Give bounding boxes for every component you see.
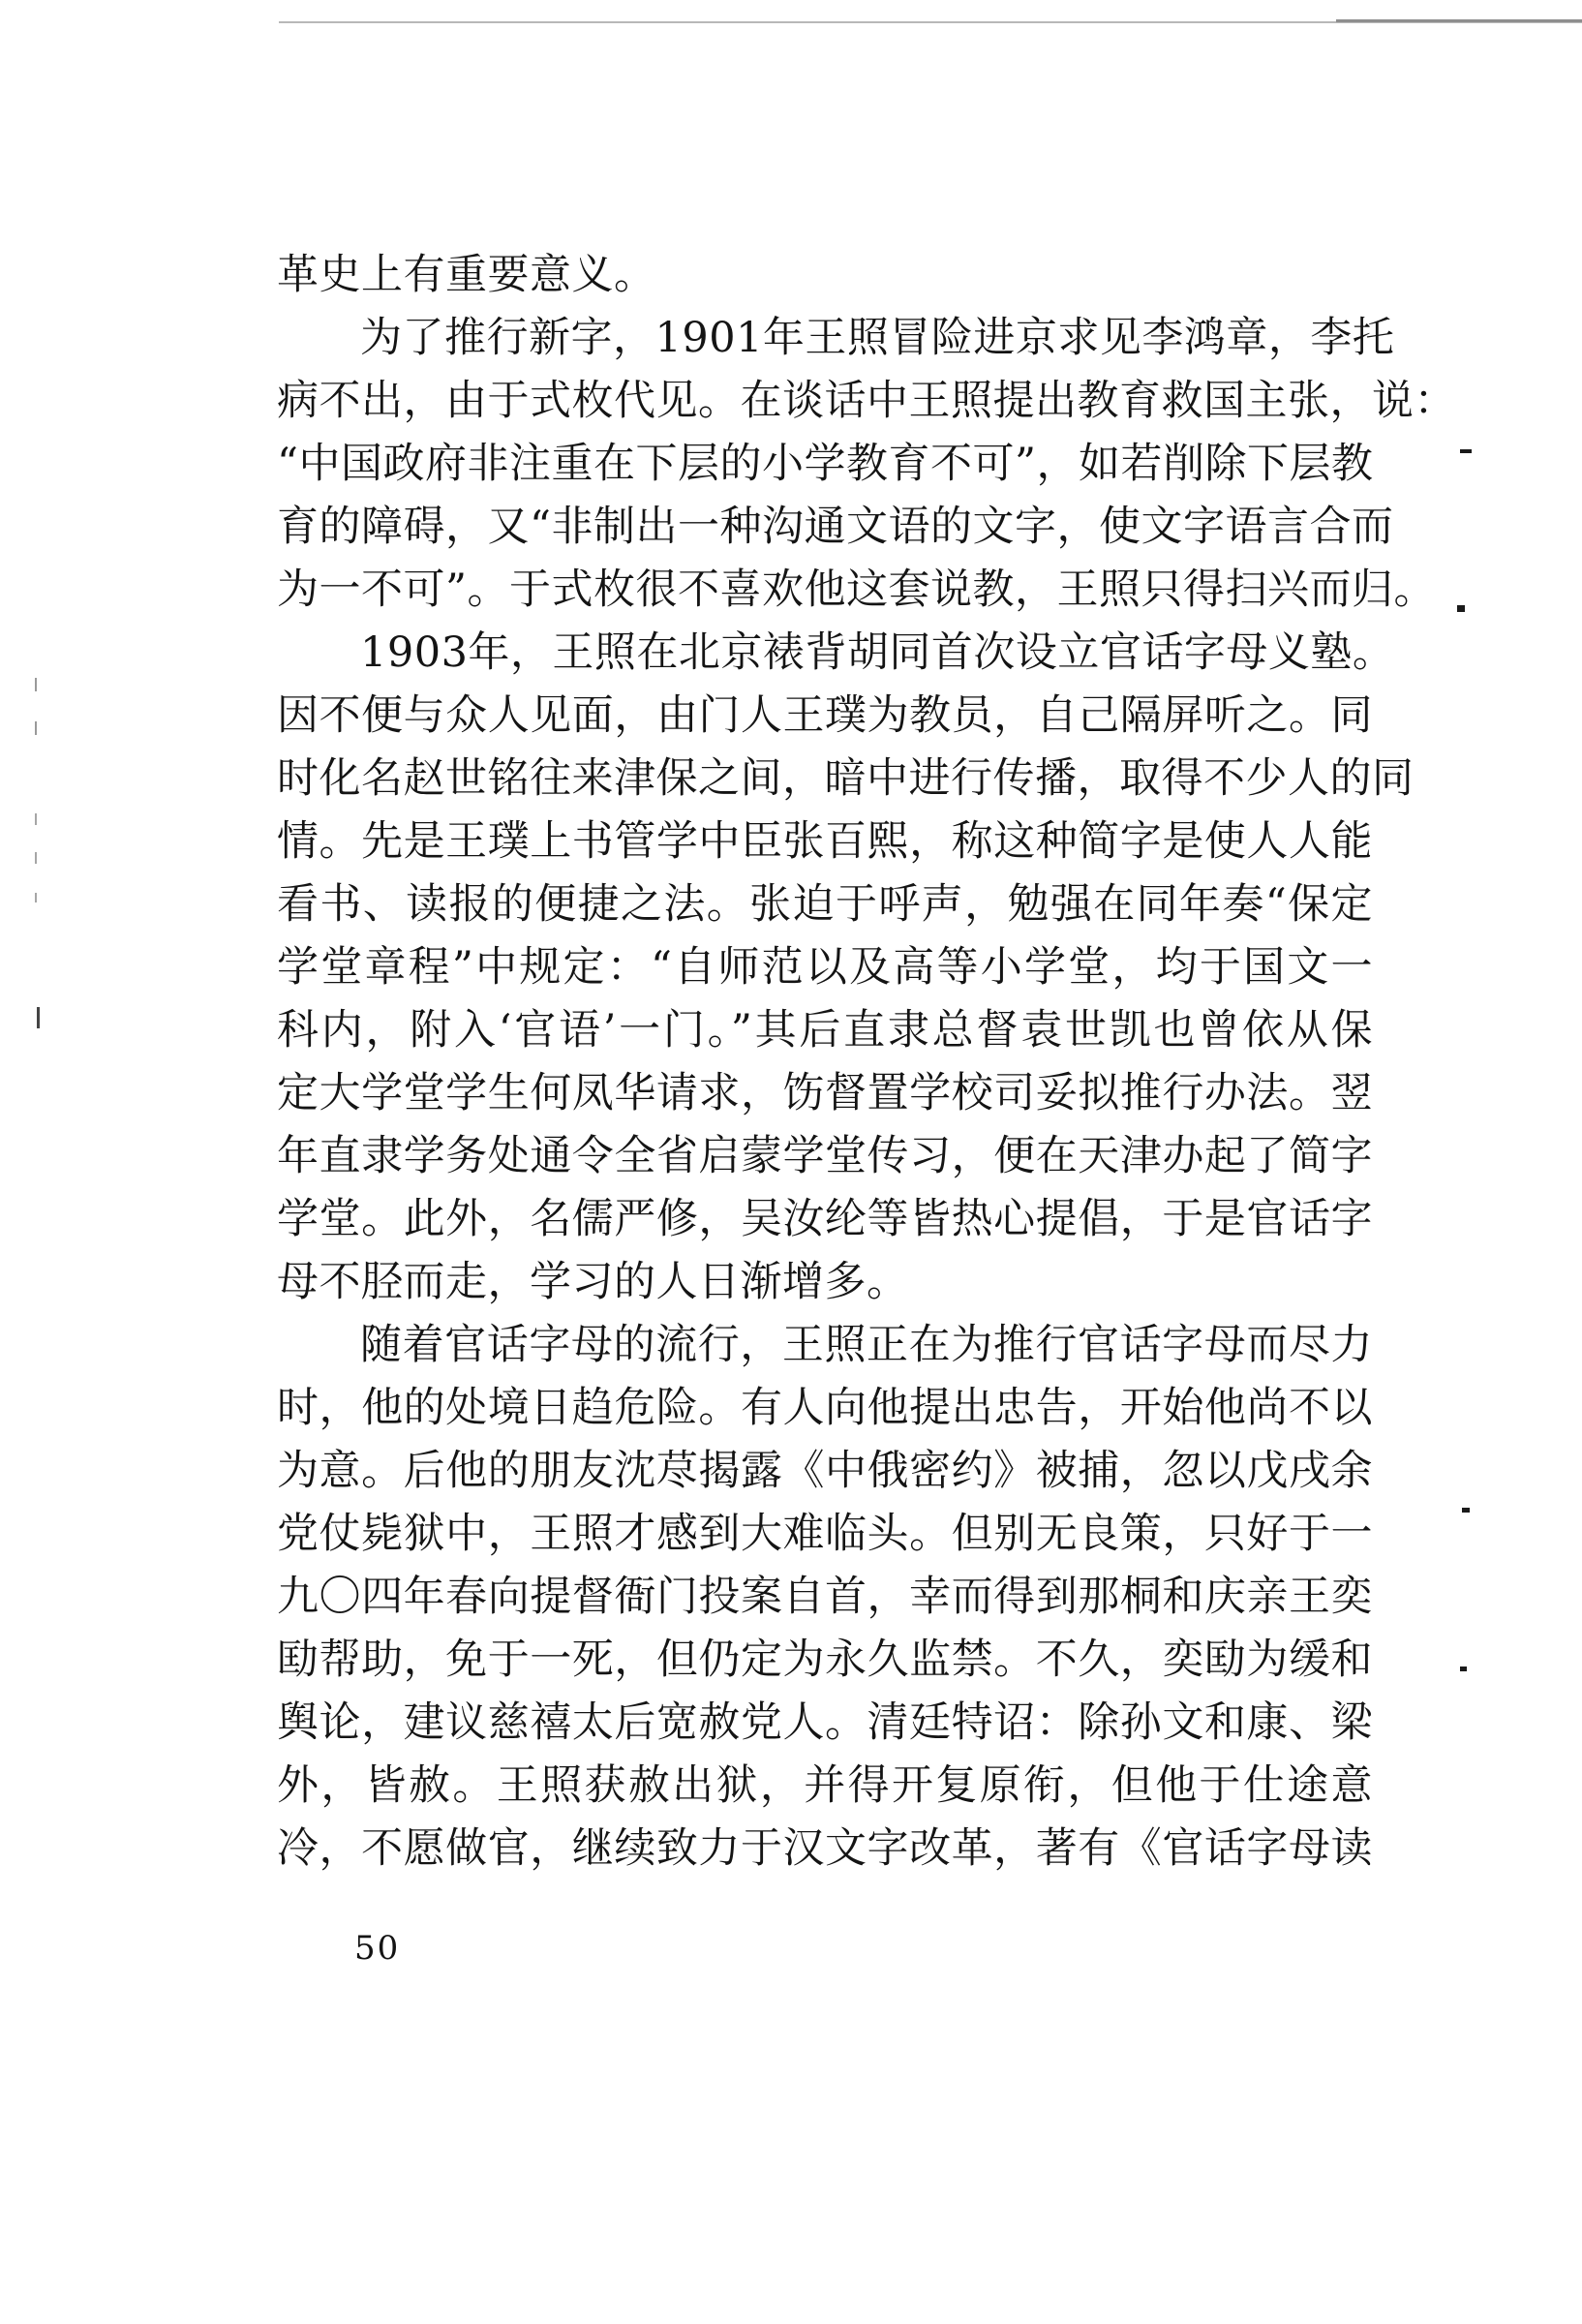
text-line: 革史上有重要意义。 [277,251,656,299]
text-line: 学堂。此外，名儒严修，吴汝纶等皆热心提倡，于是官话字 [277,1195,1373,1243]
text-line: 舆论，建议慈禧太后宽赦党人。清廷特诏：除孙文和康、梁 [277,1698,1373,1747]
text-line: “中国政府非注重在下层的小学教育不可”，如若削除下层教 [277,440,1374,488]
text-line: 因不便与众人见面，由门人王璞为教员，自己隔屏听之。同 [277,691,1373,740]
scan-speck [1462,1508,1470,1513]
page-number: 50 [354,1929,401,1968]
scan-top-edge-shadow [1336,19,1582,22]
scan-speck [35,852,37,864]
text-line: 外，皆赦。王照获赦出狱，并得开复原衔，但他于仕途意 [277,1761,1373,1810]
scan-speck [35,721,37,735]
text-line: 为意。后他的朋友沈荩揭露《中俄密约》被捕，忽以戊戌余 [277,1447,1373,1495]
text-line: 病不出，由于式枚代见。在谈话中王照提出教育救国主张，说： [277,377,1456,425]
scan-speck [35,813,37,825]
scan-speck [1460,1667,1467,1671]
text-line: 定大学堂学生何凤华请求，饬督置学校司妥拟推行办法。翌 [277,1069,1373,1117]
text-line: 学堂章程”中规定：“自师范以及高等小学堂，均于国文一 [277,943,1373,992]
text-line: 为了推行新字，1901年王照冒险进京求见李鸿章，李托 [360,314,1395,362]
scan-speck [35,678,37,691]
text-line: 冷，不愿做官，继续致力于汉文字改革，著有《官话字母读 [277,1824,1373,1873]
scan-speck [1460,449,1472,453]
body-text [277,244,1456,1881]
text-line: 为一不可”。于式枚很不喜欢他这套说教，王照只得扫兴而归。 [277,566,1436,614]
text-line: 情。先是王璞上书管学中臣张百熙，称这种简字是使人人能 [277,817,1373,866]
text-line: 党仗毙狱中，王照才感到大难临头。但别无良策，只好于一 [277,1510,1373,1558]
scan-speck [35,893,37,902]
text-line: 随着官话字母的流行，王照正在为推行官话字母而尽力 [360,1321,1373,1369]
text-line: 母不胫而走，学习的人日渐增多。 [277,1258,909,1306]
text-line: 时化名赵世铭往来津保之间，暗中进行传播，取得不少人的同 [277,754,1415,803]
text-line: 九〇四年春向提督衙门投案自首，幸而得到那桐和庆亲王奕 [277,1573,1373,1621]
text-line: 年直隶学务处通令全省启蒙学堂传习，便在天津办起了简字 [277,1132,1373,1180]
text-line: 1903年，王照在北京裱背胡同首次设立官话字母义塾。 [360,628,1395,677]
text-line: 看书、读报的便捷之法。张迫于呼声，勉强在同年奏“保定 [277,880,1373,929]
scan-speck [37,1007,40,1028]
text-line: 育的障碍，又“非制出一种沟通文语的文字，使文字语言合而 [277,503,1394,551]
text-line: 劻帮助，免于一死，但仍定为永久监禁。不久，奕劻为缓和 [277,1636,1373,1684]
text-line: 科内，附入‘官语’一门。”其后直隶总督袁世凯也曾依从保 [277,1006,1373,1055]
scan-speck [1457,605,1465,612]
text-line: 时，他的处境日趋危险。有人向他提出忠告，开始他尚不以 [277,1384,1373,1432]
